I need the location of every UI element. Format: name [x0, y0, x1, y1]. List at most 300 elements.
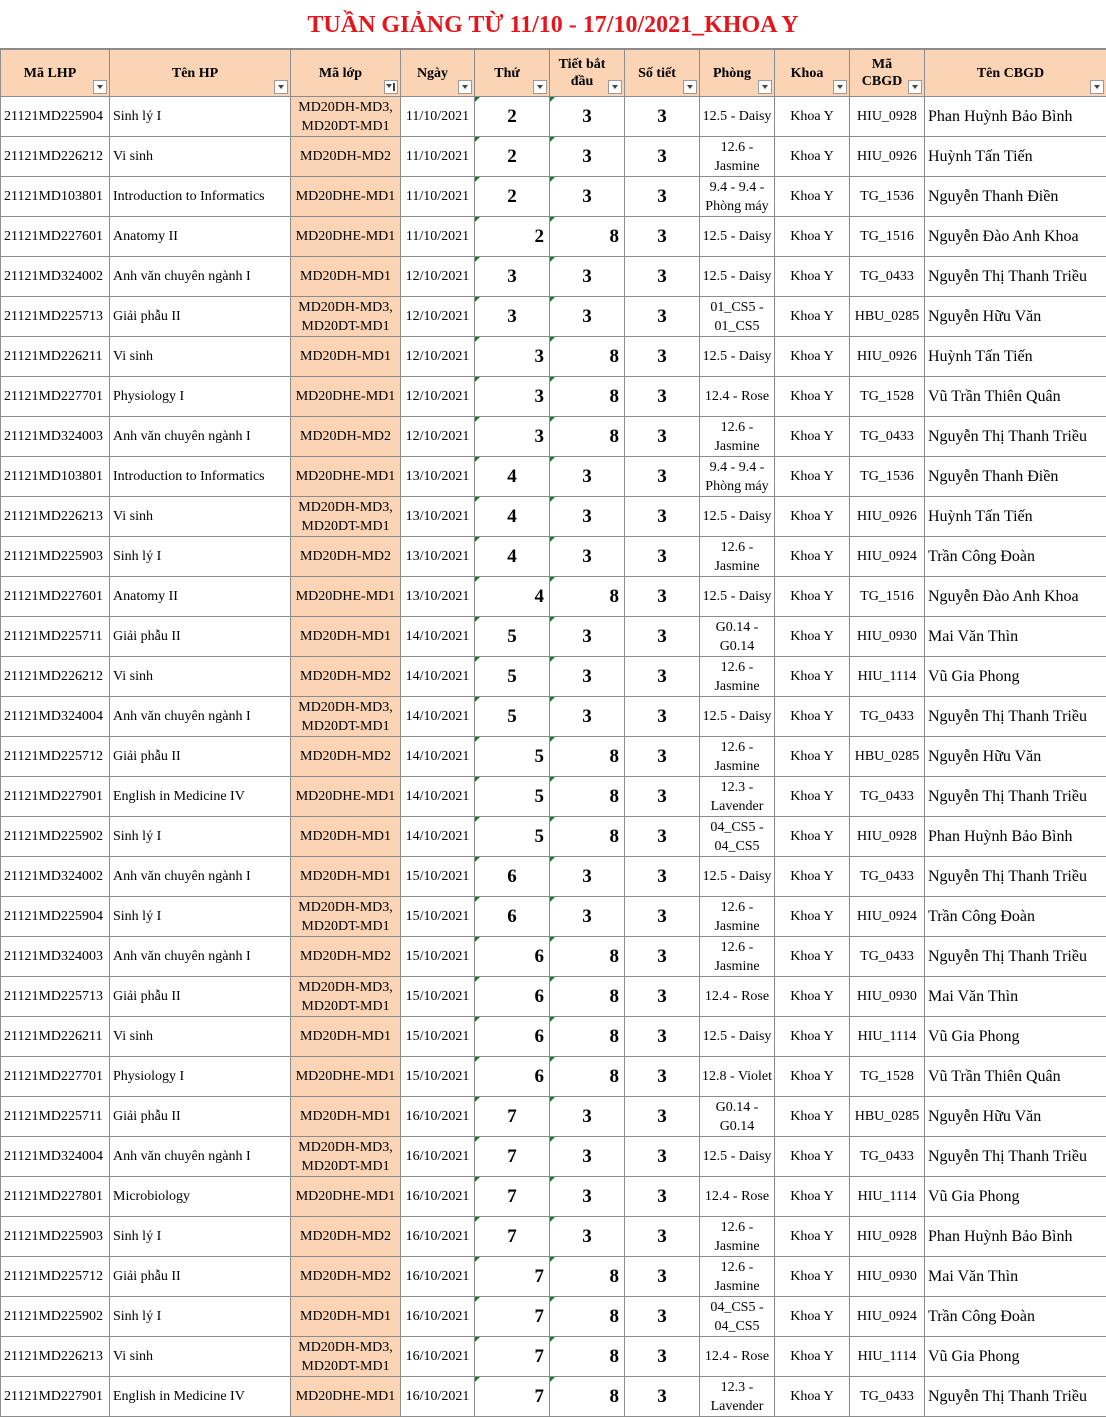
cell-so-tiet[interactable]: 3	[625, 1057, 700, 1097]
cell-tiet-bat-dau[interactable]: 8	[550, 737, 625, 777]
cell-tiet-bat-dau[interactable]: 3	[550, 177, 625, 217]
cell-khoa[interactable]: Khoa Y	[775, 657, 850, 697]
cell-khoa[interactable]: Khoa Y	[775, 137, 850, 177]
cell-ma-lop[interactable]: MD20DH-MD3, MD20DT-MD1	[291, 1337, 401, 1377]
cell-ten-hp[interactable]: Microbiology	[110, 1177, 291, 1217]
cell-thu[interactable]: 7	[475, 1217, 550, 1257]
cell-khoa[interactable]: Khoa Y	[775, 257, 850, 297]
cell-ten-hp[interactable]: Anatomy II	[110, 217, 291, 257]
cell-ma-cbgd[interactable]: TG_1536	[850, 177, 925, 217]
cell-ma-cbgd[interactable]: HIU_0928	[850, 817, 925, 857]
cell-phong[interactable]: G0.14 - G0.14	[700, 1097, 775, 1137]
cell-ma-lop[interactable]: MD20DH-MD2	[291, 937, 401, 977]
cell-ngay[interactable]: 11/10/2021	[401, 177, 475, 217]
cell-ten-cbgd[interactable]: Vũ Gia Phong	[925, 1337, 1106, 1377]
cell-ma-lhp[interactable]: 21121MD225902	[1, 1297, 110, 1337]
cell-ma-cbgd[interactable]: HIU_1114	[850, 1017, 925, 1057]
cell-ma-cbgd[interactable]: HIU_0926	[850, 497, 925, 537]
cell-ten-cbgd[interactable]: Trần Công Đoàn	[925, 537, 1106, 577]
cell-ma-lop[interactable]: MD20DHE-MD1	[291, 777, 401, 817]
cell-tiet-bat-dau[interactable]: 3	[550, 297, 625, 337]
cell-ten-cbgd[interactable]: Vũ Gia Phong	[925, 1017, 1106, 1057]
cell-ma-lhp[interactable]: 21121MD225904	[1, 97, 110, 137]
cell-ma-cbgd[interactable]: HIU_0930	[850, 617, 925, 657]
cell-ngay[interactable]: 16/10/2021	[401, 1137, 475, 1177]
cell-thu[interactable]: 4	[475, 537, 550, 577]
cell-ma-lop[interactable]: MD20DH-MD3, MD20DT-MD1	[291, 697, 401, 737]
cell-ma-lhp[interactable]: 21121MD324004	[1, 697, 110, 737]
cell-khoa[interactable]: Khoa Y	[775, 897, 850, 937]
cell-so-tiet[interactable]: 3	[625, 777, 700, 817]
cell-tiet-bat-dau[interactable]: 8	[550, 977, 625, 1017]
cell-ma-cbgd[interactable]: HIU_0924	[850, 897, 925, 937]
cell-khoa[interactable]: Khoa Y	[775, 457, 850, 497]
cell-ma-lhp[interactable]: 21121MD225903	[1, 1217, 110, 1257]
cell-phong[interactable]: 12.6 - Jasmine	[700, 657, 775, 697]
cell-tiet-bat-dau[interactable]: 8	[550, 1377, 625, 1417]
cell-phong[interactable]: 9.4 - 9.4 - Phòng máy	[700, 177, 775, 217]
cell-thu[interactable]: 7	[475, 1177, 550, 1217]
cell-ma-lhp[interactable]: 21121MD226213	[1, 1337, 110, 1377]
cell-tiet-bat-dau[interactable]: 8	[550, 1057, 625, 1097]
cell-phong[interactable]: 12.5 - Daisy	[700, 337, 775, 377]
cell-so-tiet[interactable]: 3	[625, 337, 700, 377]
cell-ma-lop[interactable]: MD20DH-MD3, MD20DT-MD1	[291, 897, 401, 937]
cell-ten-cbgd[interactable]: Nguyễn Thị Thanh Triều	[925, 257, 1106, 297]
cell-khoa[interactable]: Khoa Y	[775, 777, 850, 817]
cell-phong[interactable]: 12.5 - Daisy	[700, 217, 775, 257]
cell-ma-lop[interactable]: MD20DH-MD1	[291, 1017, 401, 1057]
cell-ten-hp[interactable]: Sinh lý I	[110, 537, 291, 577]
cell-phong[interactable]: 12.6 - Jasmine	[700, 937, 775, 977]
cell-so-tiet[interactable]: 3	[625, 217, 700, 257]
cell-ma-cbgd[interactable]: TG_1528	[850, 1057, 925, 1097]
cell-ma-cbgd[interactable]: HBU_0285	[850, 1097, 925, 1137]
cell-ma-cbgd[interactable]: HIU_0928	[850, 97, 925, 137]
filter-dropdown-icon[interactable]	[1090, 80, 1104, 94]
cell-thu[interactable]: 2	[475, 177, 550, 217]
cell-khoa[interactable]: Khoa Y	[775, 937, 850, 977]
header-cell-tiet-bat-dau[interactable]: Tiết bắt đầu	[550, 50, 625, 97]
cell-phong[interactable]: 12.4 - Rose	[700, 1337, 775, 1377]
cell-ma-lop[interactable]: MD20DHE-MD1	[291, 1377, 401, 1417]
cell-ngay[interactable]: 14/10/2021	[401, 817, 475, 857]
filter-dropdown-icon[interactable]	[833, 80, 847, 94]
cell-thu[interactable]: 4	[475, 457, 550, 497]
cell-thu[interactable]: 5	[475, 617, 550, 657]
filter-dropdown-icon[interactable]	[908, 80, 922, 94]
cell-ten-hp[interactable]: Sinh lý I	[110, 897, 291, 937]
cell-ten-cbgd[interactable]: Nguyễn Đào Anh Khoa	[925, 577, 1106, 617]
header-cell-ten-hp[interactable]: Tên HP	[110, 50, 291, 97]
cell-ten-cbgd[interactable]: Vũ Trần Thiên Quân	[925, 377, 1106, 417]
cell-tiet-bat-dau[interactable]: 3	[550, 537, 625, 577]
cell-thu[interactable]: 3	[475, 417, 550, 457]
cell-tiet-bat-dau[interactable]: 3	[550, 857, 625, 897]
cell-ngay[interactable]: 12/10/2021	[401, 417, 475, 457]
cell-ten-hp[interactable]: Physiology I	[110, 377, 291, 417]
cell-ngay[interactable]: 16/10/2021	[401, 1297, 475, 1337]
cell-phong[interactable]: 12.6 - Jasmine	[700, 137, 775, 177]
cell-so-tiet[interactable]: 3	[625, 657, 700, 697]
cell-ma-lhp[interactable]: 21121MD324002	[1, 257, 110, 297]
cell-ten-hp[interactable]: Anh văn chuyên ngành I	[110, 257, 291, 297]
cell-ngay[interactable]: 12/10/2021	[401, 297, 475, 337]
header-cell-phong[interactable]: Phòng	[700, 50, 775, 97]
cell-phong[interactable]: 04_CS5 - 04_CS5	[700, 817, 775, 857]
cell-ma-lhp[interactable]: 21121MD225713	[1, 977, 110, 1017]
cell-ma-lop[interactable]: MD20DH-MD2	[291, 657, 401, 697]
cell-ma-lop[interactable]: MD20DHE-MD1	[291, 457, 401, 497]
cell-ten-hp[interactable]: Vi sinh	[110, 1337, 291, 1377]
cell-ten-cbgd[interactable]: Huỳnh Tấn Tiến	[925, 497, 1106, 537]
cell-thu[interactable]: 7	[475, 1137, 550, 1177]
filter-dropdown-icon[interactable]	[533, 80, 547, 94]
cell-ma-cbgd[interactable]: TG_1516	[850, 217, 925, 257]
cell-ma-lhp[interactable]: 21121MD103801	[1, 457, 110, 497]
cell-thu[interactable]: 7	[475, 1337, 550, 1377]
cell-tiet-bat-dau[interactable]: 8	[550, 417, 625, 457]
header-cell-ten-cbgd[interactable]: Tên CBGD	[925, 50, 1106, 97]
cell-so-tiet[interactable]: 3	[625, 1017, 700, 1057]
cell-ma-lhp[interactable]: 21121MD225712	[1, 737, 110, 777]
cell-khoa[interactable]: Khoa Y	[775, 297, 850, 337]
cell-ngay[interactable]: 16/10/2021	[401, 1337, 475, 1377]
cell-ma-cbgd[interactable]: TG_1516	[850, 577, 925, 617]
header-cell-ngay[interactable]: Ngày	[401, 50, 475, 97]
cell-so-tiet[interactable]: 3	[625, 1177, 700, 1217]
cell-tiet-bat-dau[interactable]: 8	[550, 817, 625, 857]
filter-dropdown-icon[interactable]	[274, 80, 288, 94]
cell-thu[interactable]: 3	[475, 377, 550, 417]
cell-ten-hp[interactable]: Giải phẫu II	[110, 737, 291, 777]
cell-ma-lop[interactable]: MD20DH-MD1	[291, 257, 401, 297]
cell-ten-hp[interactable]: Anh văn chuyên ngành I	[110, 937, 291, 977]
cell-ma-lhp[interactable]: 21121MD227701	[1, 377, 110, 417]
cell-ma-lop[interactable]: MD20DH-MD2	[291, 137, 401, 177]
cell-ten-hp[interactable]: Sinh lý I	[110, 817, 291, 857]
cell-so-tiet[interactable]: 3	[625, 377, 700, 417]
header-cell-khoa[interactable]: Khoa	[775, 50, 850, 97]
cell-phong[interactable]: 12.4 - Rose	[700, 1177, 775, 1217]
cell-thu[interactable]: 6	[475, 977, 550, 1017]
cell-so-tiet[interactable]: 3	[625, 1137, 700, 1177]
cell-tiet-bat-dau[interactable]: 8	[550, 217, 625, 257]
cell-ma-cbgd[interactable]: HIU_0930	[850, 1257, 925, 1297]
cell-ma-lhp[interactable]: 21121MD225903	[1, 537, 110, 577]
cell-thu[interactable]: 6	[475, 1017, 550, 1057]
cell-khoa[interactable]: Khoa Y	[775, 1177, 850, 1217]
cell-khoa[interactable]: Khoa Y	[775, 697, 850, 737]
cell-ten-hp[interactable]: Giải phẫu II	[110, 977, 291, 1017]
cell-ten-hp[interactable]: English in Medicine IV	[110, 1377, 291, 1417]
cell-tiet-bat-dau[interactable]: 8	[550, 337, 625, 377]
cell-khoa[interactable]: Khoa Y	[775, 817, 850, 857]
cell-ten-cbgd[interactable]: Trần Công Đoàn	[925, 1297, 1106, 1337]
cell-phong[interactable]: 12.5 - Daisy	[700, 497, 775, 537]
cell-ngay[interactable]: 16/10/2021	[401, 1177, 475, 1217]
cell-ma-lop[interactable]: MD20DH-MD1	[291, 857, 401, 897]
cell-phong[interactable]: 12.6 - Jasmine	[700, 1257, 775, 1297]
cell-phong[interactable]: 12.6 - Jasmine	[700, 537, 775, 577]
cell-phong[interactable]: 12.5 - Daisy	[700, 577, 775, 617]
cell-thu[interactable]: 7	[475, 1297, 550, 1337]
cell-ten-hp[interactable]: Introduction to Informatics	[110, 177, 291, 217]
cell-ngay[interactable]: 16/10/2021	[401, 1377, 475, 1417]
cell-ten-cbgd[interactable]: Phan Huỳnh Bảo Bình	[925, 817, 1106, 857]
cell-ma-cbgd[interactable]: HIU_0924	[850, 1297, 925, 1337]
cell-phong[interactable]: 12.5 - Daisy	[700, 857, 775, 897]
cell-ma-lop[interactable]: MD20DH-MD3, MD20DT-MD1	[291, 977, 401, 1017]
cell-khoa[interactable]: Khoa Y	[775, 737, 850, 777]
cell-thu[interactable]: 5	[475, 817, 550, 857]
cell-thu[interactable]: 6	[475, 937, 550, 977]
cell-ten-hp[interactable]: Anh văn chuyên ngành I	[110, 417, 291, 457]
filter-active-icon[interactable]	[384, 80, 398, 94]
cell-tiet-bat-dau[interactable]: 8	[550, 1257, 625, 1297]
cell-phong[interactable]: 12.5 - Daisy	[700, 257, 775, 297]
cell-phong[interactable]: 12.3 - Lavender	[700, 777, 775, 817]
cell-khoa[interactable]: Khoa Y	[775, 217, 850, 257]
cell-tiet-bat-dau[interactable]: 8	[550, 1297, 625, 1337]
cell-ngay[interactable]: 11/10/2021	[401, 217, 475, 257]
cell-ma-lop[interactable]: MD20DH-MD3, MD20DT-MD1	[291, 497, 401, 537]
cell-ten-cbgd[interactable]: Vũ Trần Thiên Quân	[925, 1057, 1106, 1097]
cell-ten-cbgd[interactable]: Nguyễn Thị Thanh Triều	[925, 417, 1106, 457]
cell-ma-lhp[interactable]: 21121MD227901	[1, 1377, 110, 1417]
cell-ten-hp[interactable]: Giải phẫu II	[110, 1097, 291, 1137]
cell-khoa[interactable]: Khoa Y	[775, 97, 850, 137]
cell-ten-hp[interactable]: Sinh lý I	[110, 1297, 291, 1337]
cell-ten-cbgd[interactable]: Nguyễn Thanh Điền	[925, 457, 1106, 497]
cell-ten-hp[interactable]: Sinh lý I	[110, 97, 291, 137]
cell-so-tiet[interactable]: 3	[625, 857, 700, 897]
header-cell-ma-cbgd[interactable]: Mã CBGD	[850, 50, 925, 97]
cell-tiet-bat-dau[interactable]: 3	[550, 1137, 625, 1177]
cell-ngay[interactable]: 15/10/2021	[401, 977, 475, 1017]
cell-tiet-bat-dau[interactable]: 3	[550, 1217, 625, 1257]
cell-khoa[interactable]: Khoa Y	[775, 1057, 850, 1097]
cell-ma-lhp[interactable]: 21121MD226211	[1, 337, 110, 377]
cell-ma-lhp[interactable]: 21121MD225712	[1, 1257, 110, 1297]
cell-khoa[interactable]: Khoa Y	[775, 1337, 850, 1377]
cell-khoa[interactable]: Khoa Y	[775, 1217, 850, 1257]
cell-tiet-bat-dau[interactable]: 3	[550, 1097, 625, 1137]
cell-ten-hp[interactable]: Anh văn chuyên ngành I	[110, 857, 291, 897]
cell-ma-cbgd[interactable]: TG_0433	[850, 697, 925, 737]
cell-phong[interactable]: 9.4 - 9.4 - Phòng máy	[700, 457, 775, 497]
filter-dropdown-icon[interactable]	[608, 80, 622, 94]
cell-khoa[interactable]: Khoa Y	[775, 617, 850, 657]
cell-phong[interactable]: 12.3 - Lavender	[700, 1377, 775, 1417]
cell-so-tiet[interactable]: 3	[625, 697, 700, 737]
cell-ma-cbgd[interactable]: HIU_1114	[850, 657, 925, 697]
cell-ten-hp[interactable]: Giải phẫu II	[110, 617, 291, 657]
cell-ten-cbgd[interactable]: Trần Công Đoàn	[925, 897, 1106, 937]
cell-thu[interactable]: 2	[475, 137, 550, 177]
cell-ten-cbgd[interactable]: Phan Huỳnh Bảo Bình	[925, 97, 1106, 137]
cell-ten-cbgd[interactable]: Nguyễn Hữu Văn	[925, 297, 1106, 337]
cell-ma-lop[interactable]: MD20DHE-MD1	[291, 1177, 401, 1217]
cell-ma-lop[interactable]: MD20DH-MD1	[291, 1097, 401, 1137]
cell-tiet-bat-dau[interactable]: 8	[550, 1017, 625, 1057]
cell-phong[interactable]: 12.6 - Jasmine	[700, 897, 775, 937]
cell-thu[interactable]: 6	[475, 1057, 550, 1097]
cell-khoa[interactable]: Khoa Y	[775, 1137, 850, 1177]
cell-so-tiet[interactable]: 3	[625, 937, 700, 977]
cell-ma-lop[interactable]: MD20DH-MD1	[291, 617, 401, 657]
cell-ngay[interactable]: 14/10/2021	[401, 777, 475, 817]
cell-ten-cbgd[interactable]: Mai Văn Thìn	[925, 977, 1106, 1017]
cell-ten-hp[interactable]: Introduction to Informatics	[110, 457, 291, 497]
cell-ten-cbgd[interactable]: Nguyễn Hữu Văn	[925, 737, 1106, 777]
cell-so-tiet[interactable]: 3	[625, 577, 700, 617]
cell-tiet-bat-dau[interactable]: 3	[550, 697, 625, 737]
cell-ma-cbgd[interactable]: HIU_0924	[850, 537, 925, 577]
cell-ma-lop[interactable]: MD20DH-MD3, MD20DT-MD1	[291, 1137, 401, 1177]
header-cell-ma-lop[interactable]: Mã lớp	[291, 50, 401, 97]
cell-khoa[interactable]: Khoa Y	[775, 377, 850, 417]
cell-ma-cbgd[interactable]: HBU_0285	[850, 737, 925, 777]
cell-ten-hp[interactable]: Giải phẫu II	[110, 1257, 291, 1297]
cell-so-tiet[interactable]: 3	[625, 257, 700, 297]
cell-tiet-bat-dau[interactable]: 3	[550, 897, 625, 937]
cell-ngay[interactable]: 11/10/2021	[401, 97, 475, 137]
cell-ngay[interactable]: 12/10/2021	[401, 337, 475, 377]
cell-thu[interactable]: 7	[475, 1377, 550, 1417]
cell-ma-lhp[interactable]: 21121MD227601	[1, 577, 110, 617]
cell-so-tiet[interactable]: 3	[625, 1097, 700, 1137]
cell-ngay[interactable]: 15/10/2021	[401, 1057, 475, 1097]
cell-ma-lop[interactable]: MD20DHE-MD1	[291, 377, 401, 417]
cell-so-tiet[interactable]: 3	[625, 897, 700, 937]
cell-ma-lhp[interactable]: 21121MD227801	[1, 1177, 110, 1217]
cell-thu[interactable]: 5	[475, 737, 550, 777]
cell-khoa[interactable]: Khoa Y	[775, 1097, 850, 1137]
cell-ma-cbgd[interactable]: TG_1536	[850, 457, 925, 497]
cell-ten-cbgd[interactable]: Nguyễn Thị Thanh Triều	[925, 777, 1106, 817]
cell-ten-hp[interactable]: Vi sinh	[110, 137, 291, 177]
cell-ten-hp[interactable]: Vi sinh	[110, 497, 291, 537]
cell-ma-lop[interactable]: MD20DH-MD3, MD20DT-MD1	[291, 97, 401, 137]
cell-so-tiet[interactable]: 3	[625, 817, 700, 857]
cell-so-tiet[interactable]: 3	[625, 1257, 700, 1297]
cell-ten-hp[interactable]: Anh văn chuyên ngành I	[110, 1137, 291, 1177]
cell-so-tiet[interactable]: 3	[625, 297, 700, 337]
cell-ngay[interactable]: 16/10/2021	[401, 1257, 475, 1297]
cell-phong[interactable]: G0.14 - G0.14	[700, 617, 775, 657]
filter-dropdown-icon[interactable]	[758, 80, 772, 94]
cell-ma-lhp[interactable]: 21121MD225713	[1, 297, 110, 337]
cell-tiet-bat-dau[interactable]: 3	[550, 1177, 625, 1217]
cell-ma-lop[interactable]: MD20DH-MD2	[291, 537, 401, 577]
cell-khoa[interactable]: Khoa Y	[775, 1297, 850, 1337]
cell-ma-lop[interactable]: MD20DHE-MD1	[291, 577, 401, 617]
cell-khoa[interactable]: Khoa Y	[775, 537, 850, 577]
header-cell-ma-lhp[interactable]: Mã LHP	[1, 50, 110, 97]
cell-khoa[interactable]: Khoa Y	[775, 577, 850, 617]
cell-ma-lhp[interactable]: 21121MD226211	[1, 1017, 110, 1057]
cell-ngay[interactable]: 13/10/2021	[401, 537, 475, 577]
cell-thu[interactable]: 5	[475, 657, 550, 697]
cell-ma-lhp[interactable]: 21121MD227601	[1, 217, 110, 257]
cell-so-tiet[interactable]: 3	[625, 177, 700, 217]
cell-ma-cbgd[interactable]: HIU_0926	[850, 137, 925, 177]
cell-thu[interactable]: 6	[475, 857, 550, 897]
cell-so-tiet[interactable]: 3	[625, 1297, 700, 1337]
cell-ten-hp[interactable]: Anh văn chuyên ngành I	[110, 697, 291, 737]
cell-ma-lop[interactable]: MD20DH-MD2	[291, 417, 401, 457]
cell-ten-hp[interactable]: Vi sinh	[110, 1017, 291, 1057]
cell-so-tiet[interactable]: 3	[625, 137, 700, 177]
cell-tiet-bat-dau[interactable]: 8	[550, 777, 625, 817]
cell-ten-hp[interactable]: Anatomy II	[110, 577, 291, 617]
cell-ma-cbgd[interactable]: HBU_0285	[850, 297, 925, 337]
filter-dropdown-icon[interactable]	[683, 80, 697, 94]
cell-khoa[interactable]: Khoa Y	[775, 857, 850, 897]
cell-ma-lhp[interactable]: 21121MD225711	[1, 617, 110, 657]
cell-ten-cbgd[interactable]: Huỳnh Tấn Tiến	[925, 137, 1106, 177]
cell-thu[interactable]: 5	[475, 777, 550, 817]
cell-ma-lhp[interactable]: 21121MD226212	[1, 137, 110, 177]
filter-dropdown-icon[interactable]	[458, 80, 472, 94]
cell-thu[interactable]: 7	[475, 1097, 550, 1137]
cell-phong[interactable]: 12.6 - Jasmine	[700, 1217, 775, 1257]
cell-ngay[interactable]: 12/10/2021	[401, 257, 475, 297]
cell-ngay[interactable]: 15/10/2021	[401, 1017, 475, 1057]
cell-ma-lop[interactable]: MD20DHE-MD1	[291, 1057, 401, 1097]
cell-ngay[interactable]: 14/10/2021	[401, 697, 475, 737]
cell-ma-lhp[interactable]: 21121MD227901	[1, 777, 110, 817]
cell-so-tiet[interactable]: 3	[625, 617, 700, 657]
cell-ngay[interactable]: 14/10/2021	[401, 737, 475, 777]
cell-ma-lhp[interactable]: 21121MD227701	[1, 1057, 110, 1097]
cell-ten-cbgd[interactable]: Vũ Gia Phong	[925, 1177, 1106, 1217]
cell-tiet-bat-dau[interactable]: 3	[550, 97, 625, 137]
cell-thu[interactable]: 3	[475, 337, 550, 377]
cell-ngay[interactable]: 15/10/2021	[401, 857, 475, 897]
cell-ten-cbgd[interactable]: Vũ Gia Phong	[925, 657, 1106, 697]
cell-ma-lop[interactable]: MD20DH-MD1	[291, 817, 401, 857]
cell-phong[interactable]: 12.4 - Rose	[700, 377, 775, 417]
cell-thu[interactable]: 5	[475, 697, 550, 737]
cell-ten-hp[interactable]: English in Medicine IV	[110, 777, 291, 817]
cell-so-tiet[interactable]: 3	[625, 497, 700, 537]
cell-ma-lhp[interactable]: 21121MD226212	[1, 657, 110, 697]
cell-so-tiet[interactable]: 3	[625, 737, 700, 777]
cell-ma-cbgd[interactable]: TG_0433	[850, 417, 925, 457]
cell-thu[interactable]: 4	[475, 497, 550, 537]
cell-ma-cbgd[interactable]: TG_0433	[850, 1377, 925, 1417]
cell-ten-cbgd[interactable]: Huỳnh Tấn Tiến	[925, 337, 1106, 377]
cell-phong[interactable]: 12.5 - Daisy	[700, 97, 775, 137]
cell-ma-cbgd[interactable]: HIU_0926	[850, 337, 925, 377]
cell-so-tiet[interactable]: 3	[625, 537, 700, 577]
cell-phong[interactable]: 12.6 - Jasmine	[700, 417, 775, 457]
cell-ma-cbgd[interactable]: HIU_0930	[850, 977, 925, 1017]
cell-khoa[interactable]: Khoa Y	[775, 177, 850, 217]
cell-ma-cbgd[interactable]: TG_1528	[850, 377, 925, 417]
header-cell-so-tiet[interactable]: Số tiết	[625, 50, 700, 97]
cell-thu[interactable]: 3	[475, 297, 550, 337]
cell-ten-hp[interactable]: Sinh lý I	[110, 1217, 291, 1257]
cell-phong[interactable]: 12.4 - Rose	[700, 977, 775, 1017]
cell-phong[interactable]: 12.5 - Daisy	[700, 697, 775, 737]
cell-so-tiet[interactable]: 3	[625, 417, 700, 457]
cell-ma-lop[interactable]: MD20DH-MD1	[291, 337, 401, 377]
cell-khoa[interactable]: Khoa Y	[775, 417, 850, 457]
cell-ngay[interactable]: 12/10/2021	[401, 377, 475, 417]
